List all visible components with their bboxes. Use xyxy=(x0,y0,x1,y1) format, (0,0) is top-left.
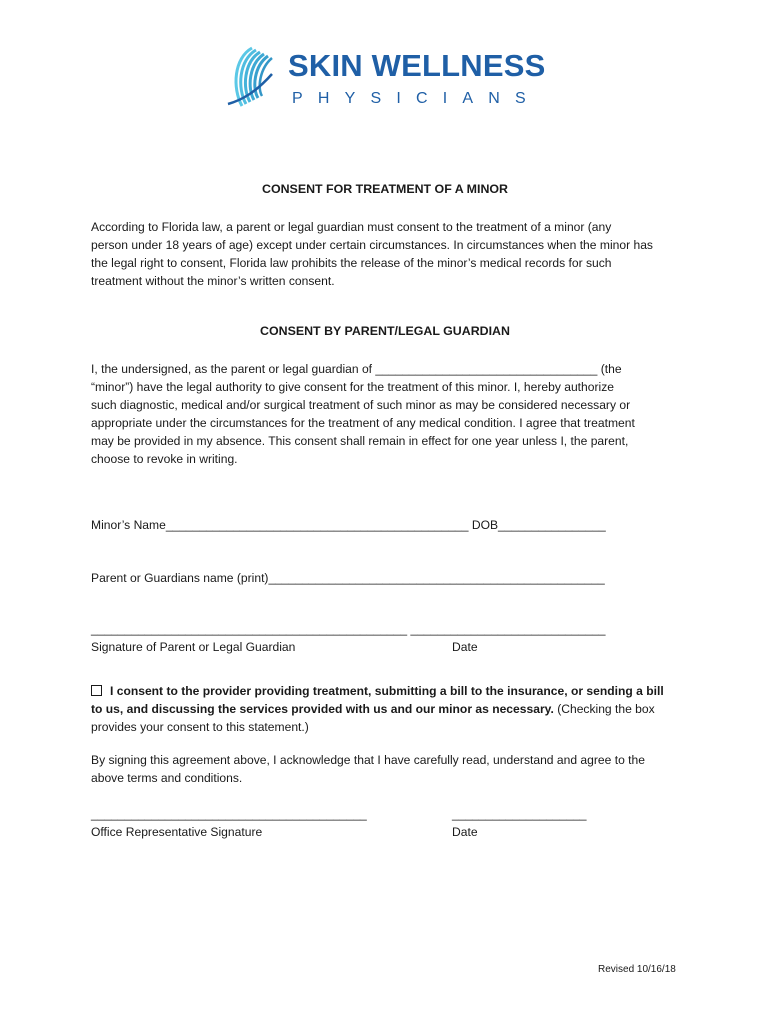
revision-date: Revised 10/16/18 xyxy=(598,964,676,975)
office-signature-field[interactable]: _________________________________________ xyxy=(91,807,367,821)
acknowledgement-line: By signing this agreement above, I acknowledge that I have carefully read, understand and agree to the xyxy=(91,753,645,767)
logo-name: SKIN WELLNESS xyxy=(288,48,546,83)
company-logo xyxy=(222,44,562,114)
insurance-consent-line xyxy=(91,700,691,718)
acknowledgement-paragraph xyxy=(91,751,691,787)
office-date-field[interactable]: ____________________ xyxy=(452,807,587,821)
consent-line: “minor”) have the legal authority to give consent for the treatment of this minor. I, hereby authorize xyxy=(91,380,614,394)
consent-line: such diagnostic, medical and/or surgical treatment of such minor as may be considered necessary or xyxy=(91,398,631,412)
insurance-consent-text: I consent to the provider providing treatment, submitting a bill to the insurance, or sending a bill xyxy=(110,684,664,698)
office-signature-label: Office Representative Signature xyxy=(91,825,263,839)
consent-line: choose to revoke in writing. xyxy=(91,452,238,466)
minor-name-field[interactable]: Minor’s Name_____________________________________________ DOB________________ xyxy=(91,518,606,532)
insurance-consent-checkbox[interactable] xyxy=(91,685,102,696)
office-date-label: Date xyxy=(452,825,478,839)
section-heading: CONSENT BY PARENT/LEGAL GUARDIAN xyxy=(260,324,510,338)
consent-paragraph xyxy=(91,360,691,468)
intro-paragraph xyxy=(91,218,691,290)
insurance-consent-line: provides your consent to this statement.) xyxy=(91,720,309,734)
logo-subtitle: PHYSICIANS xyxy=(292,90,541,107)
parent-name-field[interactable]: Parent or Guardians name (print)__________________________________________________ xyxy=(91,571,605,585)
parent-signature-label: Signature of Parent or Legal Guardian xyxy=(91,640,296,654)
page-title: CONSENT FOR TREATMENT OF A MINOR xyxy=(262,182,508,196)
intro-line: treatment without the minor’s written consent. xyxy=(91,274,335,288)
swirl-logo-icon xyxy=(222,44,282,112)
consent-line: may be provided in my absence. This consent shall remain in effect for one year unless I, the parent, xyxy=(91,434,629,448)
acknowledgement-line: above terms and conditions. xyxy=(91,771,243,785)
insurance-consent xyxy=(91,682,691,736)
intro-line: the legal right to consent, Florida law prohibits the release of the minor’s medical records for such xyxy=(91,256,612,270)
parent-signature-field[interactable]: _______________________________________________ _____________________________ xyxy=(91,622,606,636)
insurance-consent-note: (Checking the box xyxy=(553,702,655,716)
parent-date-label: Date xyxy=(452,640,478,654)
intro-line: According to Florida law, a parent or legal guardian must consent to the treatment of a minor (any xyxy=(91,220,612,234)
intro-line: person under 18 years of age) except under certain circumstances. In circumstances when the minor has xyxy=(91,238,653,252)
consent-line: appropriate under the circumstances for the treatment of any medical condition. I agree that treatment xyxy=(91,416,635,430)
consent-line: I, the undersigned, as the parent or legal guardian of _________________________________ (the xyxy=(91,362,622,376)
insurance-consent-bold-text: to us, and discussing the services provided with us and our minor as necessary. xyxy=(91,702,554,716)
insurance-consent-line xyxy=(91,682,691,700)
